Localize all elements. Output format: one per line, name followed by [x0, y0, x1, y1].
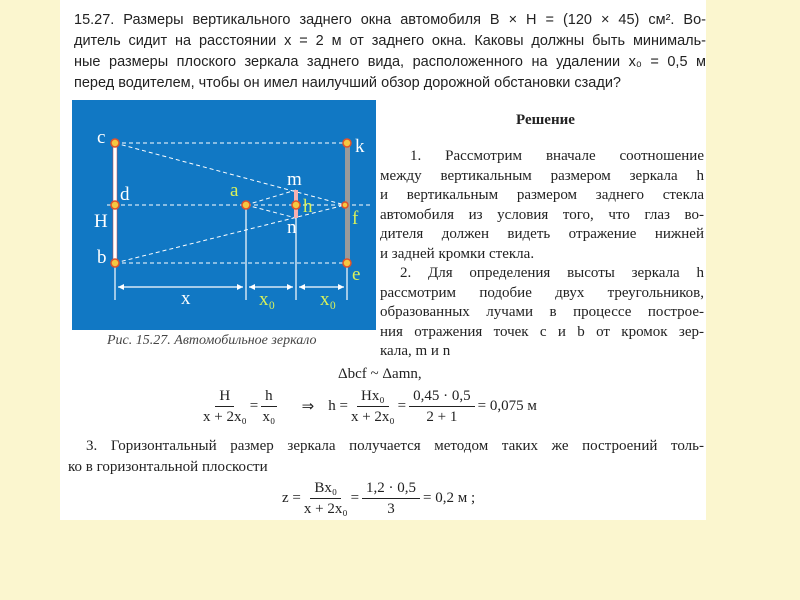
fraction-denominator: 2 + 1 — [426, 409, 458, 425]
label-x0: x₀ — [259, 289, 276, 310]
solution-line: автомобиля из условия того, что глаз во- — [380, 206, 704, 223]
fraction-denominator: 3 — [387, 501, 395, 517]
problem-line: перед водителем, чтобы он имел наилучший обзор дорожной обстановки сзади? — [74, 75, 621, 91]
fraction-denominator: x₀ — [262, 409, 276, 425]
point-k — [343, 139, 351, 147]
label-k: k — [355, 136, 365, 157]
fraction-numerator: Hx₀ — [357, 386, 389, 407]
equals-sign: = — [249, 398, 259, 414]
label-h: h — [303, 196, 313, 217]
fraction-numerator: 1,2 · 0,5 — [362, 478, 420, 499]
fraction-numerator: h — [261, 386, 277, 407]
height-formula — [200, 386, 537, 427]
problem-line: ные размеры плоского зеркала заднего вида, расположенного на удалении x₀ = 0,5 м — [74, 54, 706, 70]
similarity-formula: Δbcf ~ Δamn, — [338, 366, 422, 382]
equals-sign: = — [350, 490, 360, 506]
label-H: H — [94, 211, 108, 232]
label-x: x — [181, 288, 191, 309]
fraction-denominator: x + 2x₀ — [303, 501, 348, 517]
solution-line: 1. Рассмотрим вначале соотношение — [410, 148, 704, 164]
mirror-diagram — [72, 100, 376, 330]
label-f: f — [352, 208, 359, 229]
step3-line: ко в горизонтальной плоскости — [68, 459, 268, 475]
point-h — [292, 201, 300, 209]
fraction-denominator: x + 2x₀ — [203, 409, 247, 425]
point-e — [343, 259, 351, 267]
problem-line: дитель сидит на расстоянии x = 2 м от заднего окна. Каковы должны быть минималь- — [74, 33, 706, 49]
point-b — [111, 259, 119, 267]
solution-line: 2. Для определения высоты зеркала h — [400, 265, 704, 281]
solution-line: рассмотрим подобие двух треугольников, — [380, 284, 704, 301]
width-formula — [282, 478, 475, 519]
point-d — [111, 201, 119, 209]
label-e: e — [352, 264, 361, 285]
label-d: d — [120, 184, 130, 205]
figure-caption: Рис. 15.27. Автомобильное зеркало — [107, 333, 317, 348]
label-n: n — [287, 217, 297, 238]
solution-line: образованных лучами в процессе построе- — [380, 304, 704, 320]
point-f — [342, 202, 348, 208]
solution-line: кала, m и n — [380, 343, 451, 359]
h-equals: h = — [328, 398, 348, 414]
implies-arrow: ⇒ — [301, 399, 315, 415]
label-b: b — [97, 247, 107, 268]
h-result: = 0,075 м — [477, 398, 537, 414]
point-a — [242, 201, 250, 209]
fraction-numerator: H — [215, 386, 234, 407]
fraction-numerator: Bx₀ — [310, 478, 341, 499]
z-equals: z = — [282, 490, 301, 506]
solution-line: и вертикальным размером заднего стекла — [380, 187, 704, 203]
label-m: m — [287, 169, 302, 190]
fraction-denominator: x + 2x₀ — [350, 409, 395, 425]
equals-sign: = — [397, 398, 407, 414]
fraction-numerator: 0,45 · 0,5 — [409, 386, 475, 407]
point-c — [111, 139, 119, 147]
label-x0: x₀ — [320, 289, 337, 310]
solution-title: Решение — [516, 112, 575, 128]
solution-line: и задней кромки стекла. — [380, 245, 535, 262]
label-a: a — [230, 180, 239, 201]
solution-line: между вертикальным размером зеркала h — [380, 167, 704, 184]
z-result: = 0,2 м ; — [423, 490, 476, 506]
problem-line: 15.27. Размеры вертикального заднего окна автомобиля B × H = (120 × 45) см². Во- — [74, 12, 706, 28]
step3-line: 3. Горизонтальный размер зеркала получается методом таких же построений толь- — [86, 438, 704, 454]
label-c: c — [97, 127, 106, 148]
solution-line: дителя должен видеть отражение нижней — [380, 226, 704, 242]
solution-line: ния отражения точек c и b от кромок зер- — [380, 323, 704, 340]
